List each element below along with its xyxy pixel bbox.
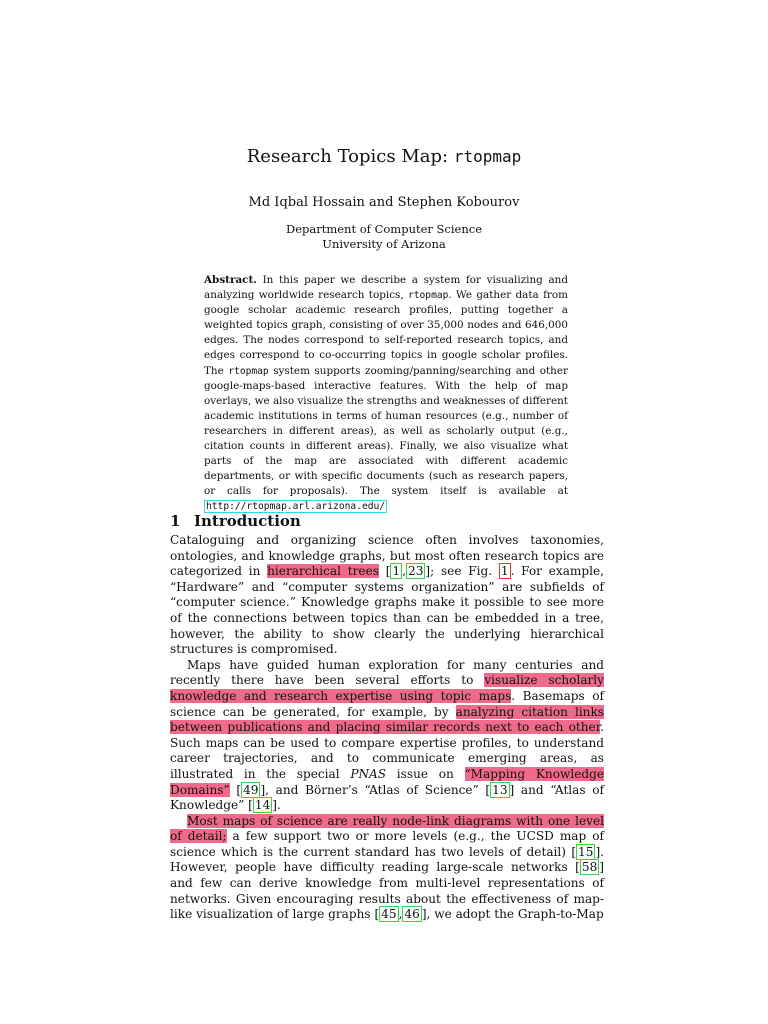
text: issue on: [386, 766, 465, 781]
abstract-text: In this paper we describe a system for visualizing and analyzing worldwide research topics,: [204, 274, 568, 302]
title-code: rtopmap: [453, 147, 522, 166]
text: a few support two or more levels (e.g., the UCSD map of science which is the current standard has two levels of detail) [: [170, 829, 604, 859]
text: Maps have guided human exploration for many centuries and recently there have been several efforts to: [170, 657, 604, 688]
text: ], we adopt the Graph-to-Map: [421, 907, 604, 922]
highlight: analyzing citation links between publications and placing similar records next to each other: [170, 704, 605, 735]
citation-link[interactable]: 58: [581, 860, 598, 875]
text: ].: [272, 798, 281, 813]
introduction-body: [170, 533, 604, 923]
text: ]. However, people have difficulty reading large-scale networks [: [170, 844, 604, 875]
text: [: [229, 782, 242, 797]
citation-link[interactable]: 1: [392, 564, 401, 579]
section-heading: [170, 512, 301, 530]
journal-name: PNAS: [350, 766, 387, 781]
citation-link[interactable]: 49: [243, 782, 259, 797]
abstract-text: system supports zooming/panning/searching and other google-maps-based interactive features. With the help of map overlays, we also visualize the strengths and weaknesses of different academic institutions in terms of human resources (e.g., number of researchers in different areas), as well as scholarly output (e.g., citation counts in different areas). Finally, we also visualize what parts of the map are associated with different academic departments, or with specific documents (such as research papers, or calls for proposals). The system itself is available at: [204, 364, 568, 498]
affiliation: [0, 222, 768, 252]
highlight: Most maps of science are really node-link diagrams with one level of detail;: [170, 813, 604, 844]
abstract: [204, 273, 568, 515]
authors: Md Iqbal Hossain and Stephen Kobourov: [248, 195, 520, 210]
section-title: Introduction: [194, 512, 301, 530]
citation-link[interactable]: 46: [404, 907, 420, 922]
text: . For example, “Hardware” and “computer systems organization” are subfields of “computer science.” Knowledge graphs make it possible to see more of the connections between topics than can be embedded in a tree, however, the ability to show clearly the underlying hierarchical structures is compromised.: [170, 564, 605, 657]
highlight: “Mapping Knowledge Domains”: [170, 766, 604, 797]
abstract-code: rtopmap: [228, 365, 269, 377]
text: ] and “Atlas of Knowledge” [: [170, 782, 604, 813]
paragraph: [170, 814, 604, 923]
figure-link[interactable]: 1: [500, 564, 509, 579]
affiliation-department: Department of Computer Science: [285, 222, 483, 236]
text: ], and Börner’s “Atlas of Science” [: [260, 782, 491, 797]
text: . Such maps can be used to compare expertise profiles, to understand career trajectories, and to communicate emerging areas, as illustrated in the special: [170, 720, 604, 781]
abstract-text: . We gather data from google scholar academic research profiles, putting together a weighted topics graph, consisting of over 35,000 nodes and 646,000 edges. The nodes correspond to self-reported research topics, and edges correspond to co-occurring topics in google scholar profiles. The: [204, 289, 568, 377]
text: ,: [402, 564, 406, 579]
citation-link[interactable]: 23: [408, 564, 424, 579]
citation-link[interactable]: 14: [254, 798, 271, 813]
paragraph: [170, 533, 604, 658]
text: [: [378, 564, 391, 579]
citation-link[interactable]: 13: [492, 782, 508, 797]
highlight: hierarchical trees: [267, 564, 379, 579]
project-url-link[interactable]: http://rtopmap.arl.arizona.edu/: [206, 501, 386, 513]
citation-link[interactable]: 15: [578, 844, 594, 859]
text: . Basemaps of science can be generated, for example, by: [170, 688, 604, 719]
text: ] and few can derive knowledge from multi-level representations of networks. Given encouraging results about the effectiveness of map-like visualization of large graphs [: [170, 860, 604, 922]
abstract-code: rtopmap: [407, 290, 449, 302]
section-number: 1: [170, 512, 181, 530]
text: ]; see Fig.: [425, 564, 499, 579]
text: Cataloguing and organizing science often involves taxonomies, ontologies, and knowledge graphs, but most often research topics are categorized in: [170, 533, 604, 579]
title-text: Research Topics Map:: [246, 146, 454, 167]
text: ,: [398, 907, 403, 922]
abstract-label: Abstract.: [204, 274, 257, 286]
paragraph: [170, 658, 604, 814]
citation-link[interactable]: 45: [381, 907, 397, 922]
highlight: visualize scholarly knowledge and research expertise using topic maps: [170, 673, 605, 703]
affiliation-university: University of Arizona: [322, 237, 446, 251]
paper-title: [0, 146, 768, 167]
